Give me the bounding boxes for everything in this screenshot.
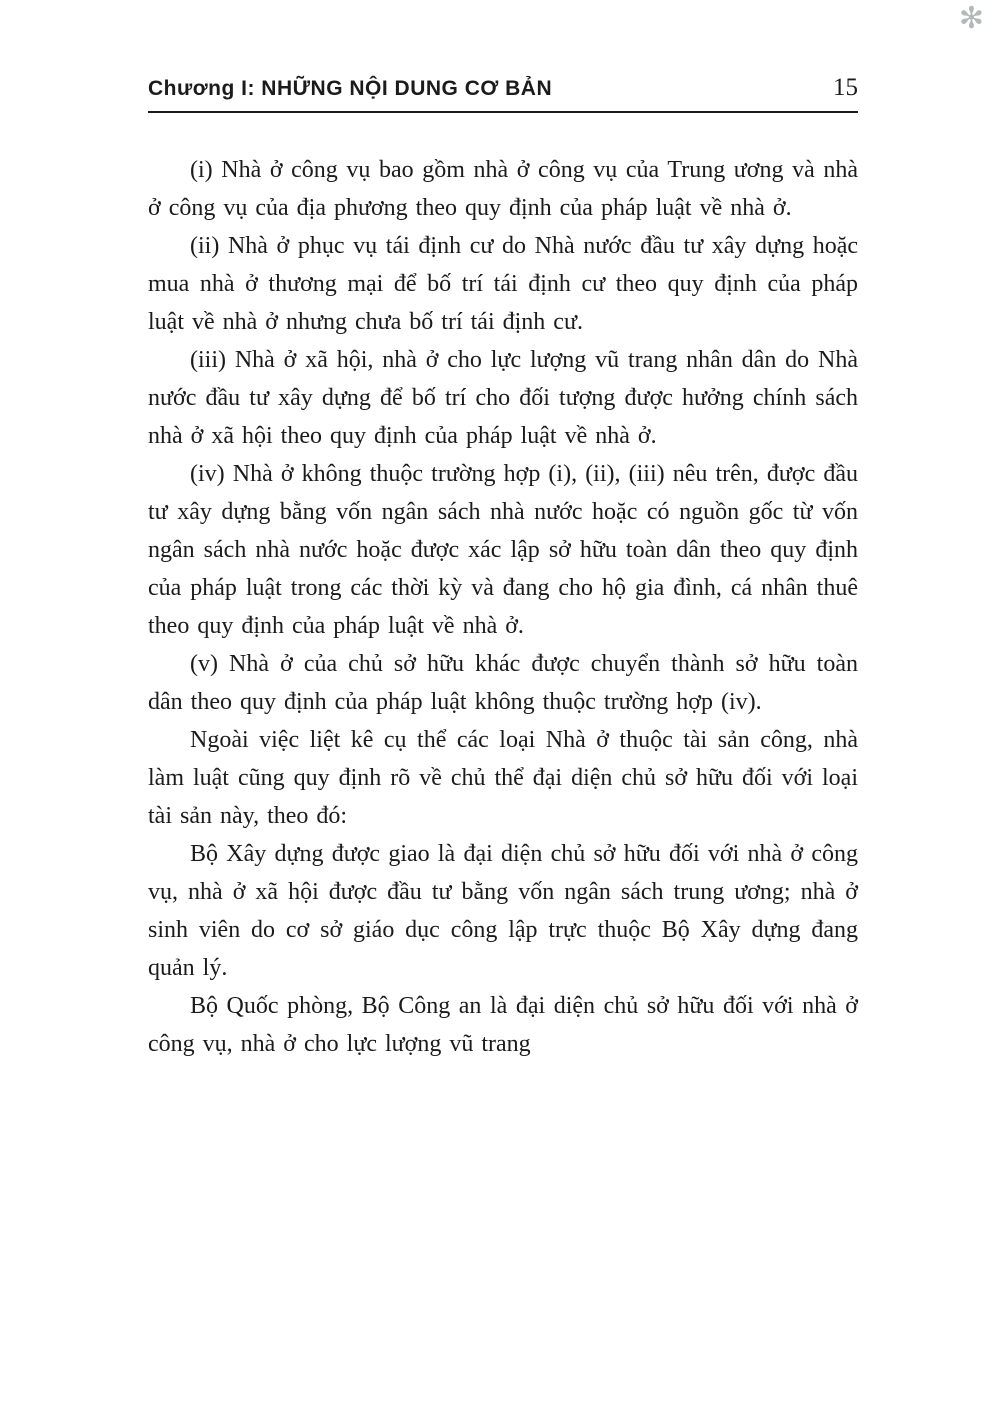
paragraph: (iii) Nhà ở xã hội, nhà ở cho lực lượng vũ trang nhân dân do Nhà nước đầu tư xây dựng để bố trí cho đối tượng được hưởng chính sách nhà ở xã hội theo quy định của pháp luật về nhà ở. [148, 347, 858, 449]
paragraph: (iv) Nhà ở không thuộc trường hợp (i), (ii), (iii) nêu trên, được đầu tư xây dựng bằng vốn ngân sách nhà nước hoặc có nguồn gốc từ vốn ngân sách nhà nước hoặc được xác lập sở hữu toàn dân theo quy định của pháp luật trong các thời kỳ và đang cho hộ gia đình, cá nhân thuê theo quy định của pháp luật về nhà ở. [148, 461, 858, 639]
paragraph: (ii) Nhà ở phục vụ tái định cư do Nhà nước đầu tư xây dựng hoặc mua nhà ở thương mại để bố trí tái định cư theo quy định của pháp luật về nhà ở nhưng chưa bố trí tái định cư. [148, 233, 858, 335]
paragraph: (i) Nhà ở công vụ bao gồm nhà ở công vụ của Trung ương và nhà ở công vụ của địa phương theo quy định của pháp luật về nhà ở. [148, 157, 858, 221]
paragraph: Bộ Quốc phòng, Bộ Công an là đại diện chủ sở hữu đối với nhà ở công vụ, nhà ở cho lực lượng vũ trang [148, 993, 858, 1057]
chapter-title: Chương I: NHỮNG NỘI DUNG CƠ BẢN [148, 77, 553, 100]
paragraph: Ngoài việc liệt kê cụ thể các loại Nhà ở thuộc tài sản công, nhà làm luật cũng quy định rõ về chủ thể đại diện chủ sở hữu đối với loại tài sản này, theo đó: [148, 727, 858, 829]
page-content [148, 74, 858, 1063]
paragraph: Bộ Xây dựng được giao là đại diện chủ sở hữu đối với nhà ở công vụ, nhà ở xã hội được đầu tư bằng vốn ngân sách trung ương; nhà ở sinh viên do cơ sở giáo dục công lập trực thuộc Bộ Xây dựng đang quản lý. [148, 841, 858, 981]
page-number: 15 [833, 74, 858, 101]
running-header [148, 74, 858, 113]
flower-ornament-icon: ✻ [958, 1, 984, 36]
paragraph: (v) Nhà ở của chủ sở hữu khác được chuyển thành sở hữu toàn dân theo quy định của pháp luật không thuộc trường hợp (iv). [148, 651, 858, 715]
body-text [148, 151, 858, 1063]
